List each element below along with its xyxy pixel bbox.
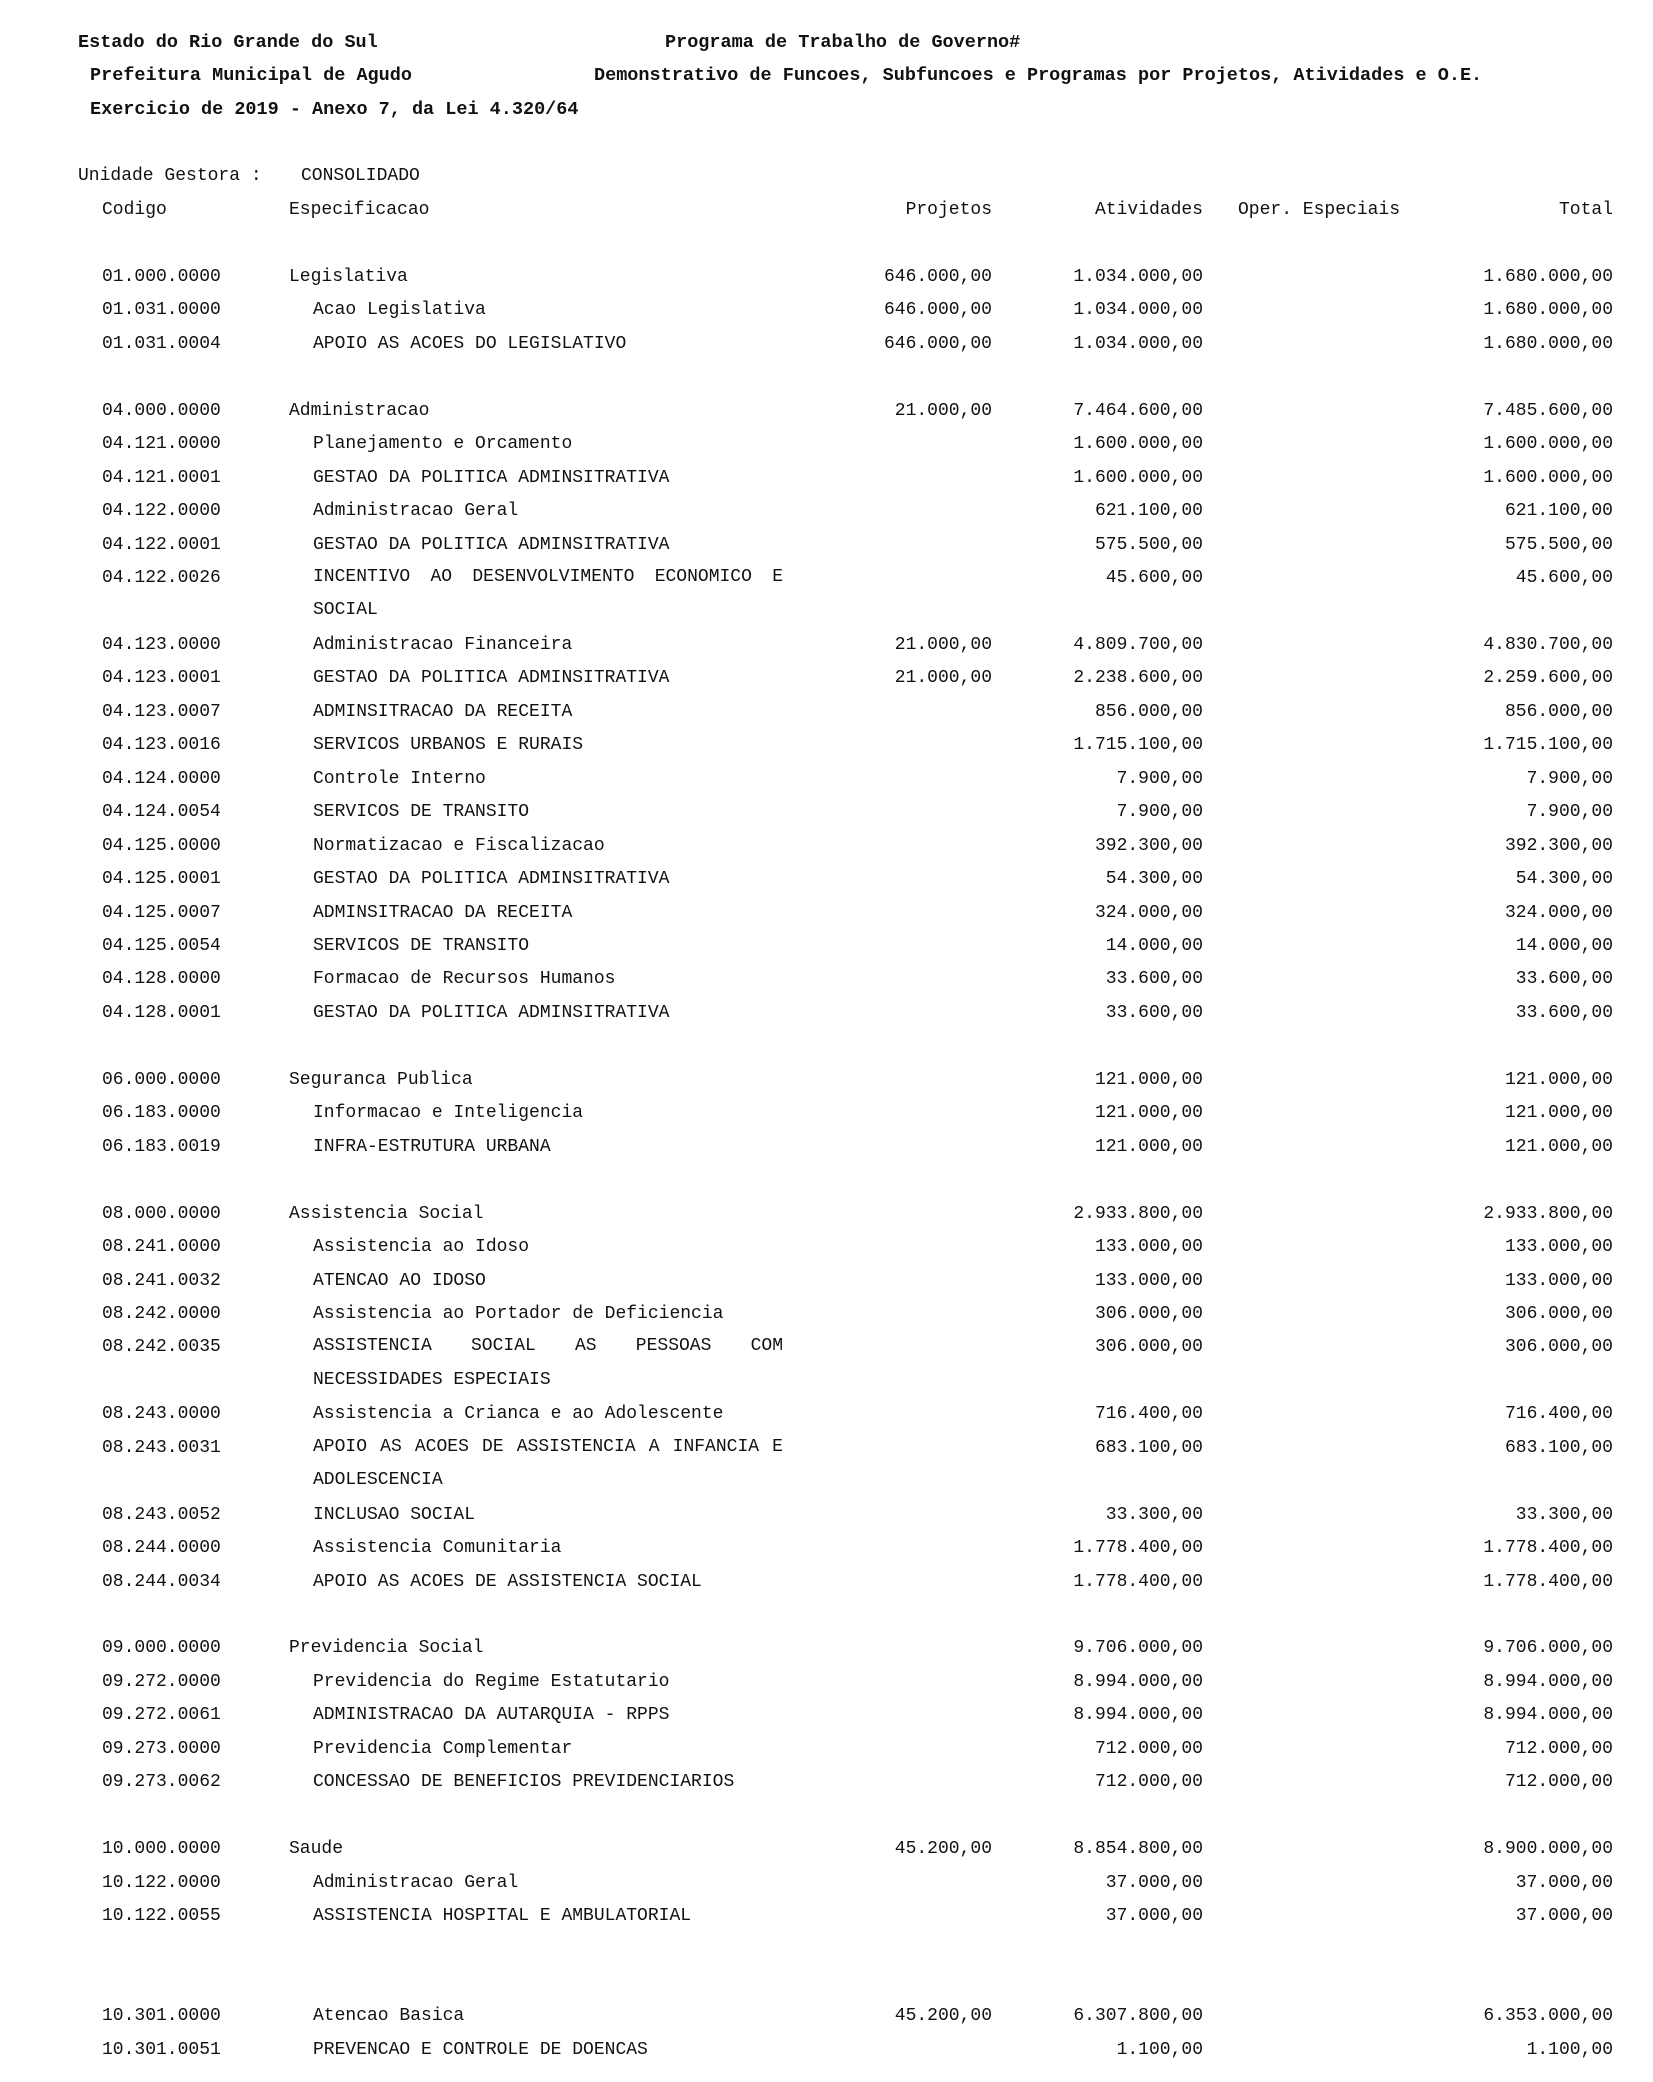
- table-row: [0, 1673, 1653, 1706]
- cell-atividades: 1.100,00: [1116, 2039, 1203, 2060]
- cell-total: 8.994.000,00: [1483, 1705, 1613, 1726]
- cell-codigo: 04.122.0026: [102, 568, 221, 589]
- table-row: [0, 1272, 1653, 1305]
- cell-especificacao: PREVENCAO E CONTROLE DE DOENCAS: [313, 2039, 648, 2060]
- col-header-projetos: Projetos: [905, 200, 992, 220]
- cell-especificacao: SERVICOS URBANOS E RURAIS: [313, 735, 584, 756]
- cell-codigo: 09.273.0000: [102, 1738, 221, 1759]
- cell-especificacao: GESTAO DA POLITICA ADMINSITRATIVA: [313, 467, 670, 488]
- cell-codigo: 08.000.0000: [102, 1203, 221, 1224]
- table-row: [0, 1436, 1653, 1491]
- cell-total: 392.300,00: [1504, 835, 1613, 856]
- cell-especificacao: Assistencia ao Portador de Deficiencia: [313, 1303, 724, 1324]
- cell-atividades: 856.000,00: [1094, 701, 1203, 722]
- cell-total: 8.900.000,00: [1483, 1839, 1613, 1860]
- cell-atividades: 392.300,00: [1094, 835, 1203, 856]
- table-row: [0, 536, 1653, 569]
- cell-especificacao: GESTAO DA POLITICA ADMINSITRATIVA: [313, 668, 670, 689]
- table-row: [0, 1874, 1653, 1907]
- cell-total: 7.900,00: [1526, 768, 1613, 789]
- cell-total: 1.778.400,00: [1483, 1571, 1613, 1592]
- cell-atividades: 1.034.000,00: [1073, 267, 1203, 287]
- cell-atividades: 683.100,00: [1094, 1437, 1203, 1458]
- cell-codigo: 04.123.0000: [102, 634, 221, 655]
- table-row: [0, 1336, 1653, 1390]
- cell-especificacao: SERVICOS DE TRANSITO: [313, 936, 530, 956]
- cell-projetos: 45.200,00: [894, 2006, 992, 2027]
- cell-atividades: 8.994.000,00: [1073, 1671, 1203, 1692]
- cell-especificacao: SERVICOS DE TRANSITO: [313, 802, 530, 823]
- cell-total: 1.600.000,00: [1483, 434, 1613, 455]
- col-header-atividades: Atividades: [1094, 200, 1203, 220]
- cell-total: 14.000,00: [1515, 936, 1613, 956]
- cell-projetos: 646.000,00: [883, 267, 992, 287]
- cell-codigo: 04.123.0016: [102, 735, 221, 756]
- cell-especificacao: Assistencia Comunitaria: [313, 1538, 562, 1559]
- cell-codigo: 09.272.0061: [102, 1705, 221, 1726]
- function-row: [0, 402, 1653, 435]
- cell-atividades: 8.854.800,00: [1073, 1839, 1203, 1860]
- cell-atividades: 14.000,00: [1105, 936, 1203, 956]
- cell-especificacao: Controle Interno: [313, 768, 486, 789]
- cell-especificacao: Previdencia Complementar: [313, 1738, 573, 1759]
- header-prefecture: Prefeitura Municipal de Agudo: [90, 65, 412, 86]
- table-row: [0, 703, 1653, 736]
- cell-codigo: 06.183.0000: [102, 1103, 221, 1124]
- table-row: [0, 502, 1653, 535]
- cell-codigo: 04.121.0001: [102, 467, 221, 488]
- table-row: [0, 435, 1653, 468]
- cell-codigo: 10.301.0051: [102, 2039, 221, 2060]
- cell-atividades: 4.809.700,00: [1073, 634, 1203, 655]
- cell-especificacao: Assistencia ao Idoso: [313, 1237, 530, 1258]
- cell-especificacao: Saude: [289, 1839, 344, 1860]
- function-row: [0, 1639, 1653, 1672]
- col-header-oper-especiais: Oper. Especiais: [1238, 200, 1401, 220]
- cell-atividades: 1.600.000,00: [1073, 467, 1203, 488]
- cell-especificacao: Planejamento e Orcamento: [313, 434, 573, 455]
- cell-especificacao: Administracao Geral: [313, 501, 519, 522]
- table-row: [0, 937, 1653, 970]
- cell-codigo: 06.183.0019: [102, 1136, 221, 1157]
- cell-total: 8.994.000,00: [1483, 1671, 1613, 1692]
- table-row: [0, 1706, 1653, 1739]
- table-row: [0, 335, 1653, 368]
- cell-especificacao: Previdencia Social: [289, 1638, 484, 1659]
- header-exercise: Exercicio de 2019 - Anexo 7, da Lei 4.320/64: [90, 99, 579, 120]
- function-row: [0, 1071, 1653, 1104]
- cell-atividades: 621.100,00: [1094, 501, 1203, 522]
- cell-total: 45.600,00: [1515, 568, 1613, 589]
- cell-total: 856.000,00: [1504, 701, 1613, 722]
- cell-atividades: 9.706.000,00: [1073, 1638, 1203, 1659]
- cell-codigo: 08.244.0034: [102, 1571, 221, 1592]
- cell-atividades: 45.600,00: [1105, 568, 1203, 589]
- cell-codigo: 08.242.0000: [102, 1303, 221, 1324]
- table-row: [0, 1740, 1653, 1773]
- cell-codigo: 01.031.0004: [102, 333, 221, 354]
- cell-total: 1.715.100,00: [1483, 735, 1613, 756]
- table-row: [0, 803, 1653, 836]
- cell-codigo: 04.125.0000: [102, 835, 221, 856]
- cell-especificacao: Administracao: [289, 400, 430, 421]
- table-row: [0, 1907, 1653, 1940]
- unidade-gestora-value: CONSOLIDADO: [301, 166, 420, 186]
- cell-codigo: 04.000.0000: [102, 400, 221, 421]
- cell-atividades: 1.778.400,00: [1073, 1571, 1203, 1592]
- cell-total: 121.000,00: [1504, 1069, 1613, 1090]
- cell-especificacao: ATENCAO AO IDOSO: [313, 1270, 486, 1291]
- cell-codigo: 04.123.0007: [102, 701, 221, 722]
- cell-atividades: 7.900,00: [1116, 802, 1203, 823]
- cell-codigo: 04.121.0000: [102, 434, 221, 455]
- cell-total: 133.000,00: [1504, 1237, 1613, 1258]
- cell-especificacao: Acao Legislativa: [313, 300, 486, 321]
- cell-atividades: 2.933.800,00: [1073, 1203, 1203, 1224]
- cell-codigo: 04.128.0001: [102, 1002, 221, 1023]
- cell-codigo: 04.124.0000: [102, 768, 221, 789]
- cell-projetos: 21.000,00: [894, 634, 992, 655]
- table-row: [0, 1138, 1653, 1171]
- cell-total: 712.000,00: [1504, 1738, 1613, 1759]
- cell-total: 37.000,00: [1515, 1906, 1613, 1927]
- cell-atividades: 7.464.600,00: [1073, 400, 1203, 421]
- cell-codigo: 09.000.0000: [102, 1638, 221, 1659]
- cell-total: 4.830.700,00: [1483, 634, 1613, 655]
- report-title: Programa de Trabalho de Governo#: [665, 32, 1021, 53]
- table-row: [0, 1773, 1653, 1806]
- cell-especificacao: Seguranca Publica: [289, 1069, 473, 1090]
- cell-total: 54.300,00: [1515, 869, 1613, 890]
- cell-codigo: 04.123.0001: [102, 668, 221, 689]
- cell-especificacao: GESTAO DA POLITICA ADMINSITRATIVA: [313, 869, 670, 890]
- cell-especificacao: Assistencia a Crianca e ao Adolescente: [313, 1404, 724, 1425]
- cell-especificacao: Administracao Geral: [313, 1872, 519, 1893]
- cell-especificacao: Atencao Basica: [313, 2006, 465, 2027]
- cell-atividades: 1.034.000,00: [1073, 300, 1203, 321]
- function-row: [0, 1840, 1653, 1873]
- cell-total: 2.933.800,00: [1483, 1203, 1613, 1224]
- cell-codigo: 04.125.0001: [102, 869, 221, 890]
- cell-especificacao: Administracao Financeira: [313, 634, 573, 655]
- cell-total: 33.600,00: [1515, 1002, 1613, 1023]
- table-row: [0, 2007, 1653, 2040]
- table-row: [0, 469, 1653, 502]
- cell-especificacao: INFRA-ESTRUTURA URBANA: [313, 1136, 551, 1157]
- cell-total: 1.100,00: [1526, 2039, 1613, 2060]
- cell-total: 716.400,00: [1504, 1404, 1613, 1425]
- cell-especificacao: ASSISTENCIA HOSPITAL E AMBULATORIAL: [313, 1906, 692, 1927]
- cell-especificacao: ADMINSITRACAO DA RECEITA: [313, 902, 573, 923]
- cell-codigo: 06.000.0000: [102, 1069, 221, 1090]
- cell-atividades: 716.400,00: [1094, 1404, 1203, 1425]
- table-row: [0, 736, 1653, 769]
- cell-especificacao: APOIO AS ACOES DO LEGISLATIVO: [313, 333, 627, 354]
- cell-especificacao: GESTAO DA POLITICA ADMINSITRATIVA: [313, 1002, 670, 1023]
- table-row: [0, 970, 1653, 1003]
- cell-atividades: 6.307.800,00: [1073, 2006, 1203, 2027]
- cell-atividades: 37.000,00: [1105, 1872, 1203, 1893]
- cell-atividades: 8.994.000,00: [1073, 1705, 1203, 1726]
- col-header-total: Total: [1558, 200, 1613, 220]
- cell-especificacao: APOIO AS ACOES DE ASSISTENCIA SOCIAL: [313, 1571, 702, 1592]
- table-row: [0, 1238, 1653, 1271]
- cell-atividades: 121.000,00: [1094, 1069, 1203, 1090]
- cell-codigo: 08.243.0031: [102, 1437, 221, 1458]
- cell-projetos: 646.000,00: [883, 300, 992, 321]
- cell-atividades: 33.600,00: [1105, 969, 1203, 990]
- cell-total: 9.706.000,00: [1483, 1638, 1613, 1659]
- table-row: [0, 301, 1653, 334]
- table-row: [0, 1506, 1653, 1539]
- cell-codigo: 01.000.0000: [102, 267, 221, 287]
- cell-atividades: 33.300,00: [1105, 1504, 1203, 1525]
- table-row: [0, 1573, 1653, 1606]
- cell-atividades: 712.000,00: [1094, 1772, 1203, 1793]
- report-subtitle: Demonstrativo de Funcoes, Subfuncoes e Programas por Projetos, Atividades e O.E.: [594, 65, 1483, 86]
- cell-total: 1.778.400,00: [1483, 1538, 1613, 1559]
- cell-atividades: 306.000,00: [1094, 1337, 1203, 1358]
- cell-especificacao: ADMINISTRACAO DA AUTARQUIA - RPPS: [313, 1705, 670, 1726]
- table-row: [0, 1104, 1653, 1137]
- cell-total: 324.000,00: [1504, 902, 1613, 923]
- cell-atividades: 33.600,00: [1105, 1002, 1203, 1023]
- cell-especificacao: Legislativa: [289, 267, 408, 287]
- cell-atividades: 54.300,00: [1105, 869, 1203, 890]
- table-row: [0, 567, 1653, 621]
- col-header-codigo: Codigo: [102, 200, 167, 220]
- cell-total: 1.680.000,00: [1483, 333, 1613, 354]
- cell-especificacao: ADMINSITRACAO DA RECEITA: [313, 701, 573, 722]
- cell-total: 133.000,00: [1504, 1270, 1613, 1291]
- cell-total: 621.100,00: [1504, 501, 1613, 522]
- table-row: [0, 2041, 1653, 2074]
- cell-total: 7.485.600,00: [1483, 400, 1613, 421]
- cell-total: 6.353.000,00: [1483, 2006, 1613, 2027]
- cell-atividades: 324.000,00: [1094, 902, 1203, 923]
- cell-codigo: 04.125.0007: [102, 902, 221, 923]
- cell-total: 2.259.600,00: [1483, 668, 1613, 689]
- cell-atividades: 7.900,00: [1116, 768, 1203, 789]
- cell-total: 575.500,00: [1504, 534, 1613, 555]
- table-row: [0, 904, 1653, 937]
- cell-total: 33.600,00: [1515, 969, 1613, 990]
- cell-total: 712.000,00: [1504, 1772, 1613, 1793]
- cell-codigo: 08.241.0032: [102, 1270, 221, 1291]
- cell-especificacao: Assistencia Social: [289, 1203, 484, 1224]
- cell-projetos: 45.200,00: [894, 1839, 992, 1860]
- cell-atividades: 1.600.000,00: [1073, 434, 1203, 455]
- cell-codigo: 10.301.0000: [102, 2006, 221, 2027]
- cell-especificacao: INCENTIVO AO DESENVOLVIMENTO ECONOMICO E SOCIAL: [313, 567, 783, 621]
- cell-codigo: 08.243.0000: [102, 1404, 221, 1425]
- table-row: [0, 1305, 1653, 1338]
- cell-codigo: 09.273.0062: [102, 1772, 221, 1793]
- table-row: [0, 669, 1653, 702]
- cell-atividades: 1.034.000,00: [1073, 333, 1203, 354]
- cell-codigo: 10.122.0055: [102, 1906, 221, 1927]
- cell-especificacao: Formacao de Recursos Humanos: [313, 969, 616, 990]
- col-header-especificacao: Especificacao: [289, 200, 430, 220]
- cell-total: 306.000,00: [1504, 1337, 1613, 1358]
- cell-codigo: 01.031.0000: [102, 300, 221, 321]
- cell-especificacao: INCLUSAO SOCIAL: [313, 1504, 476, 1525]
- table-row: [0, 770, 1653, 803]
- unidade-gestora-label: Unidade Gestora :: [78, 166, 262, 186]
- table-row: [0, 837, 1653, 870]
- cell-codigo: 08.241.0000: [102, 1237, 221, 1258]
- cell-total: 121.000,00: [1504, 1136, 1613, 1157]
- cell-codigo: 09.272.0000: [102, 1671, 221, 1692]
- cell-atividades: 2.238.600,00: [1073, 668, 1203, 689]
- cell-codigo: 10.122.0000: [102, 1872, 221, 1893]
- cell-total: 1.680.000,00: [1483, 267, 1613, 287]
- cell-total: 306.000,00: [1504, 1303, 1613, 1324]
- cell-especificacao: Informacao e Inteligencia: [313, 1103, 584, 1124]
- cell-codigo: 08.242.0035: [102, 1337, 221, 1358]
- cell-total: 683.100,00: [1504, 1437, 1613, 1458]
- cell-codigo: 04.124.0054: [102, 802, 221, 823]
- table-row: [0, 1405, 1653, 1438]
- cell-especificacao: Previdencia do Regime Estatutario: [313, 1671, 670, 1692]
- cell-projetos: 21.000,00: [894, 400, 992, 421]
- cell-especificacao: APOIO AS ACOES DE ASSISTENCIA A INFANCIA E ADOLESCENCIA: [313, 1436, 783, 1491]
- cell-codigo: 04.125.0054: [102, 936, 221, 956]
- cell-especificacao: GESTAO DA POLITICA ADMINSITRATIVA: [313, 534, 670, 555]
- cell-atividades: 121.000,00: [1094, 1103, 1203, 1124]
- cell-codigo: 10.000.0000: [102, 1839, 221, 1860]
- cell-atividades: 37.000,00: [1105, 1906, 1203, 1927]
- cell-codigo: 04.128.0000: [102, 969, 221, 990]
- cell-atividades: 575.500,00: [1094, 534, 1203, 555]
- table-row: [0, 636, 1653, 669]
- table-row: [0, 1004, 1653, 1037]
- table-row: [0, 1539, 1653, 1572]
- cell-projetos: 21.000,00: [894, 668, 992, 689]
- cell-total: 1.680.000,00: [1483, 300, 1613, 321]
- header-state: Estado do Rio Grande do Sul: [78, 32, 378, 53]
- cell-total: 1.600.000,00: [1483, 467, 1613, 488]
- cell-especificacao: Normatizacao e Fiscalizacao: [313, 835, 605, 856]
- cell-codigo: 04.122.0001: [102, 534, 221, 555]
- cell-especificacao: CONCESSAO DE BENEFICIOS PREVIDENCIARIOS: [313, 1772, 735, 1793]
- cell-codigo: 08.243.0052: [102, 1504, 221, 1525]
- cell-atividades: 133.000,00: [1094, 1270, 1203, 1291]
- cell-atividades: 121.000,00: [1094, 1136, 1203, 1157]
- cell-codigo: 08.244.0000: [102, 1538, 221, 1559]
- cell-total: 37.000,00: [1515, 1872, 1613, 1893]
- cell-atividades: 306.000,00: [1094, 1303, 1203, 1324]
- function-row: [0, 268, 1653, 301]
- cell-atividades: 1.778.400,00: [1073, 1538, 1203, 1559]
- function-row: [0, 1205, 1653, 1238]
- cell-especificacao: ASSISTENCIA SOCIAL AS PESSOAS COM NECESSIDADES ESPECIAIS: [313, 1336, 783, 1390]
- table-row: [0, 870, 1653, 903]
- cell-projetos: 646.000,00: [883, 333, 992, 354]
- cell-total: 121.000,00: [1504, 1103, 1613, 1124]
- cell-total: 33.300,00: [1515, 1504, 1613, 1525]
- cell-atividades: 133.000,00: [1094, 1237, 1203, 1258]
- cell-atividades: 1.715.100,00: [1073, 735, 1203, 756]
- cell-codigo: 04.122.0000: [102, 501, 221, 522]
- cell-atividades: 712.000,00: [1094, 1738, 1203, 1759]
- cell-total: 7.900,00: [1526, 802, 1613, 823]
